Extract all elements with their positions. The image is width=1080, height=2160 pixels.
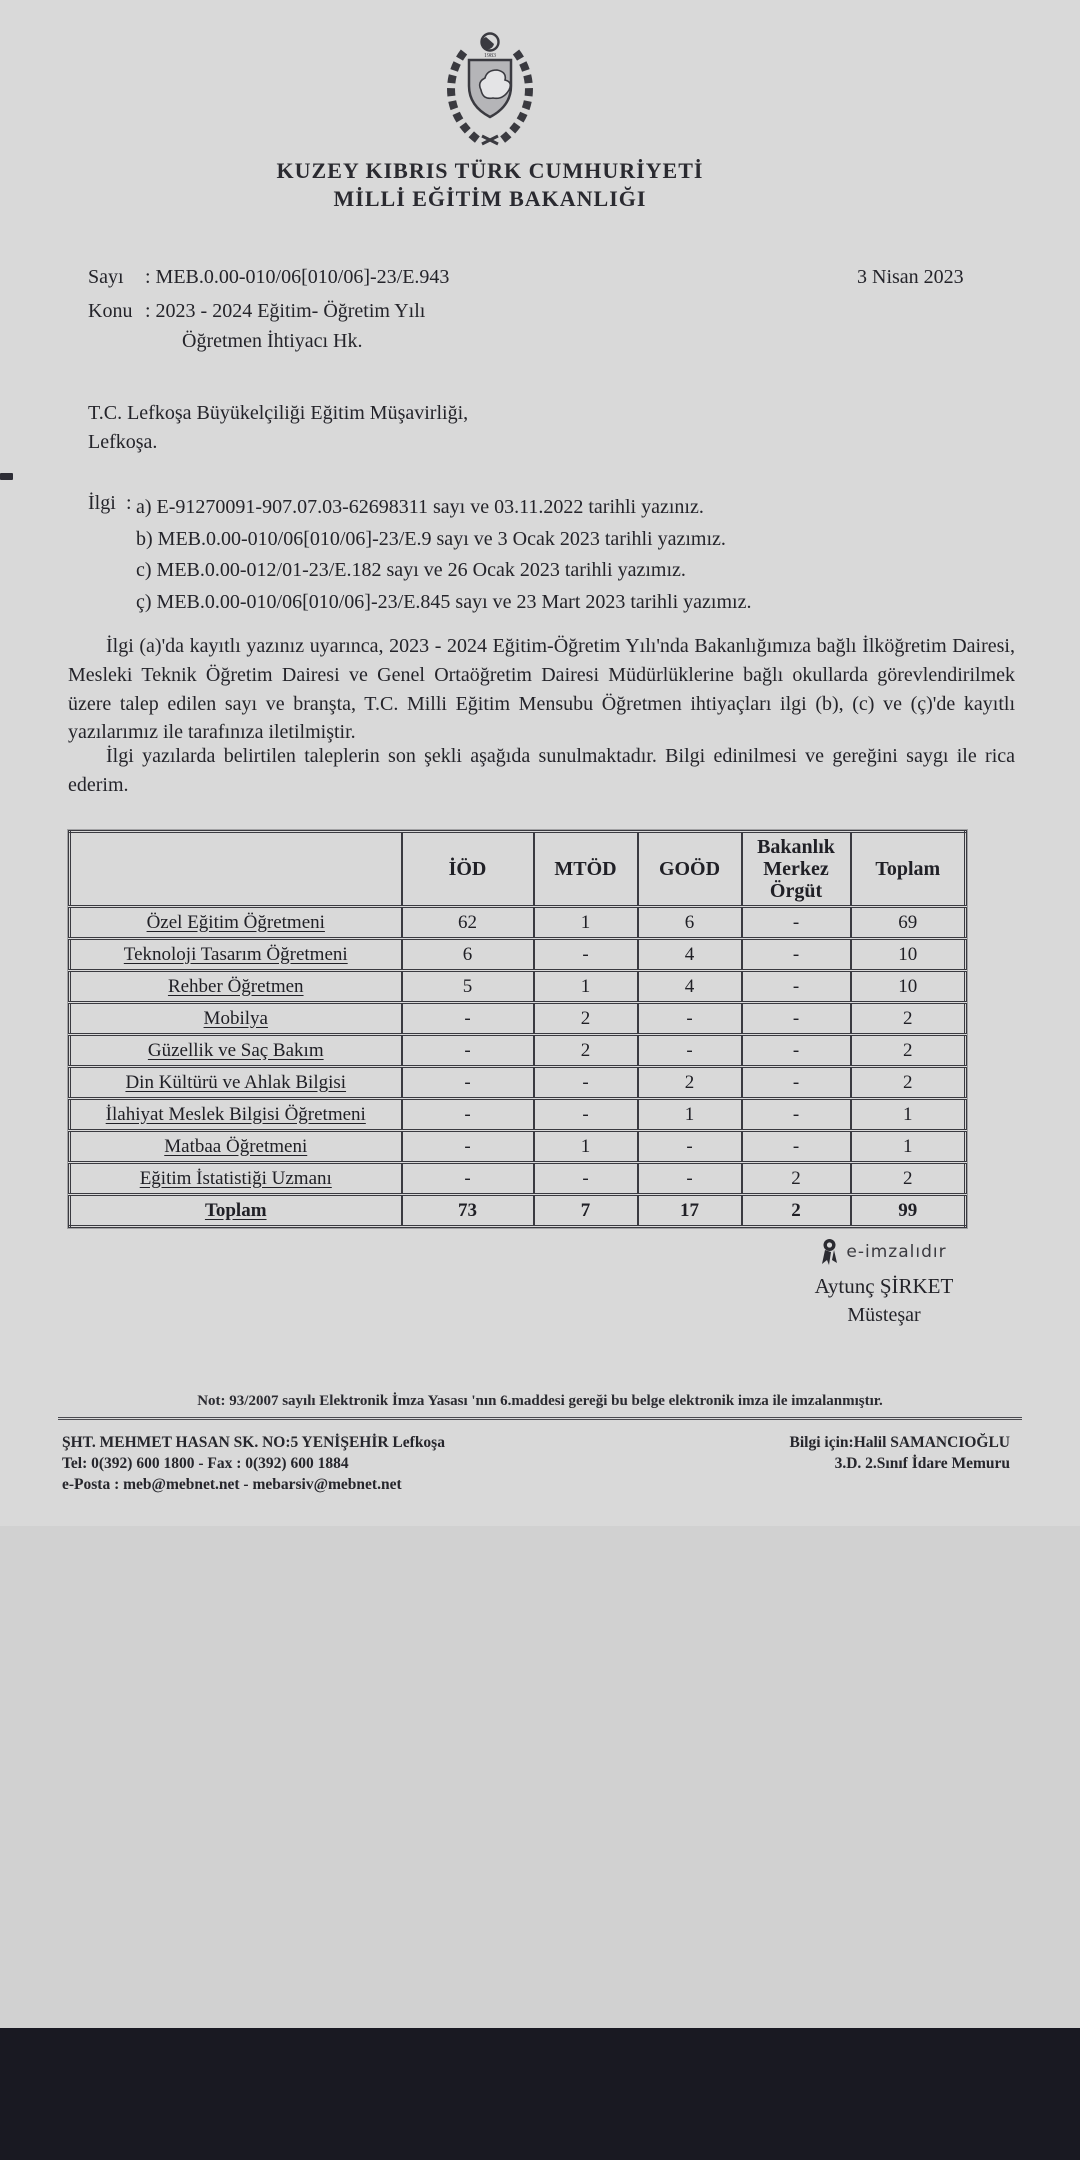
konu-label: Konu [88, 300, 133, 322]
table-value-cell: 6 [402, 939, 534, 971]
table-value-cell: 2 [851, 1035, 966, 1067]
svg-text:1983: 1983 [484, 53, 496, 59]
table-value-cell: 4 [638, 971, 742, 1003]
recipient-line-1: T.C. Lefkoşa Büyükelçiliği Eğitim Müşavirliği, [88, 402, 469, 424]
table-value-cell: 2 [851, 1003, 966, 1035]
branch-label-cell: Teknoloji Tasarım Öğretmeni [70, 939, 402, 971]
e-signature-row [756, 1238, 1012, 1266]
table-value-cell: 1 [638, 1099, 742, 1131]
coat-of-arms-logo [438, 30, 542, 148]
total-value-cell: 99 [851, 1195, 966, 1227]
table-row [70, 939, 966, 971]
letter-date: 3 Nisan 2023 [857, 266, 964, 288]
table-value-cell: 4 [638, 939, 742, 971]
scan-artifact [0, 473, 13, 480]
table-value-cell: - [402, 1003, 534, 1035]
footer-address: ŞHT. MEHMET HASAN SK. NO:5 YENİŞEHİR Lefkoşa [62, 1434, 445, 1451]
table-value-cell: 1 [534, 1131, 638, 1163]
table-value-cell: 2 [851, 1067, 966, 1099]
footer-info-block [690, 1432, 1010, 1474]
table-value-cell: - [402, 1163, 534, 1195]
header-toplam: Toplam [851, 832, 966, 907]
table-value-cell: 1 [534, 907, 638, 939]
table-value-cell: - [534, 939, 638, 971]
table-value-cell: 6 [638, 907, 742, 939]
teacher-needs-table [68, 830, 967, 1228]
ilgi-item-ch: ç) MEB.0.00-010/06[010/06]-23/E.845 sayı ve 23 Mart 2023 tarihli yazımız. [136, 590, 752, 613]
table-value-cell: 2 [534, 1035, 638, 1067]
total-value-cell: 73 [402, 1195, 534, 1227]
e-signature-seal-icon [821, 1238, 838, 1266]
branch-label-cell: Eğitim İstatistiği Uzmanı [70, 1163, 402, 1195]
table-row [70, 1099, 966, 1131]
signer-title: Müsteşar [847, 1304, 921, 1326]
legal-note-rule [58, 1392, 1022, 1420]
table-value-cell: - [534, 1099, 638, 1131]
table-value-cell: 2 [742, 1163, 851, 1195]
header-bakanlik-merkez-orgut: Bakanlık Merkez Örgüt [742, 832, 851, 907]
footer-tel-fax: Tel: 0(392) 600 1800 - Fax : 0(392) 600 1884 [62, 1455, 349, 1472]
ilgi-item-c: c) MEB.0.00-012/01-23/E.182 sayı ve 26 Ocak 2023 tarihli yazımız. [136, 559, 686, 581]
ilgi-item-a: a) E-91270091-907.07.03-62698311 sayı ve 03.11.2022 tarihli yazınız. [136, 496, 704, 518]
table-value-cell: - [742, 1067, 851, 1099]
contact-title: 3.D. 2.Sınıf İdare Memuru [834, 1455, 1010, 1472]
table-header-row [70, 832, 966, 907]
table-value-cell: - [534, 1067, 638, 1099]
recipient-line-2: Lefkoşa. [88, 431, 158, 453]
table-value-cell: 2 [534, 1003, 638, 1035]
table-value-cell: - [742, 939, 851, 971]
branch-label-cell: Güzellik ve Saç Bakım [70, 1035, 402, 1067]
table-row [70, 1003, 966, 1035]
letterhead [0, 30, 980, 212]
table-value-cell: 10 [851, 939, 966, 971]
sayi-label: Sayı [88, 266, 124, 288]
table-value-cell: - [742, 1099, 851, 1131]
table-value-cell: - [742, 971, 851, 1003]
total-value-cell: 17 [638, 1195, 742, 1227]
table-value-cell: - [638, 1003, 742, 1035]
table-value-cell: 2 [851, 1163, 966, 1195]
header-good: GOÖD [638, 832, 742, 907]
table-value-cell: - [742, 907, 851, 939]
table-value-cell: - [638, 1131, 742, 1163]
branch-label-cell: Özel Eğitim Öğretmeni [70, 907, 402, 939]
konu-value-line2: Öğretmen İhtiyacı Hk. [182, 330, 363, 352]
branch-label-cell: Matbaa Öğretmeni [70, 1131, 402, 1163]
contact-person: Bilgi için:Halil SAMANCIOĞLU [789, 1434, 1010, 1451]
table-value-cell: 10 [851, 971, 966, 1003]
konu-line [88, 300, 425, 323]
table-value-cell: 1 [851, 1099, 966, 1131]
ilgi-item-b: b) MEB.0.00-010/06[010/06]-23/E.9 sayı ve 3 Ocak 2023 tarihli yazımız. [136, 527, 726, 550]
header-mtod: MTÖD [534, 832, 638, 907]
signature-block [756, 1238, 1012, 1327]
table-value-cell: - [742, 1003, 851, 1035]
total-label-cell: Toplam [70, 1195, 402, 1227]
body-paragraph-1: İlgi (a)'da kayıtlı yazınız uyarınca, 2023 - 2024 Eğitim-Öğretim Yılı'nda Bakanlığımıza bağlı İlköğretim Dairesi, Mesleki Teknik Öğretim Dairesi ve Genel Ortaöğretim Dairesi Müdürlüklerine bağlı okullarda görevlendirilmek üzere talep edilen sayı ve branşta, T.C. Milli Eğitim Mensubu Öğretmen ihtiyaçları ilgi (b), (c) ve (ç)'de kayıtlı yazılarımız ile tarafınıza iletilmiştir. [68, 635, 1015, 744]
sayi-value: : MEB.0.00-010/06[010/06]-23/E.943 [145, 266, 450, 288]
branch-label-cell: İlahiyat Meslek Bilgisi Öğretmeni [70, 1099, 402, 1131]
body-paragraph-2: İlgi yazılarda belirtilen taleplerin son şekli aşağıda sunulmaktadır. Bilgi edinilmesi ve gereğini saygı ile rica ederim. [68, 745, 1015, 796]
table-value-cell: 2 [638, 1067, 742, 1099]
table-value-cell: 5 [402, 971, 534, 1003]
branch-label-cell: Mobilya [70, 1003, 402, 1035]
table-value-cell: 1 [851, 1131, 966, 1163]
table-value-cell: - [402, 1131, 534, 1163]
table-value-cell: 62 [402, 907, 534, 939]
branch-label-cell: Din Kültürü ve Ahlak Bilgisi [70, 1067, 402, 1099]
table-value-cell: - [742, 1035, 851, 1067]
ilgi-items [136, 492, 751, 618]
table-row [70, 907, 966, 939]
footer-email: e-Posta : meb@mebnet.net - mebarsiv@mebnet.net [62, 1476, 402, 1493]
legal-note: Not: 93/2007 sayılı Elektronik İmza Yasası 'nın 6.maddesi gereği bu belge elektronik imza ile imzalanmıştır. [197, 1393, 883, 1409]
footer-contact-block [62, 1432, 622, 1495]
table-row [70, 971, 966, 1003]
table-value-cell: - [402, 1035, 534, 1067]
sayi-line [88, 266, 449, 289]
table-value-cell: - [742, 1131, 851, 1163]
table-value-cell: 69 [851, 907, 966, 939]
ministry-name: MİLLİ EĞİTİM BAKANLIĞI [333, 186, 647, 211]
table-row [70, 1067, 966, 1099]
table-value-cell: 1 [534, 971, 638, 1003]
table-row [70, 1131, 966, 1163]
table-value-cell: - [638, 1163, 742, 1195]
scan-shade-band [0, 1526, 1080, 2028]
header-branch [70, 832, 402, 907]
signer-name: Aytunç ŞİRKET [814, 1274, 954, 1298]
country-name: KUZEY KIBRIS TÜRK CUMHURİYETİ [276, 158, 704, 183]
ilgi-colon: : [126, 492, 132, 514]
table-value-cell: - [402, 1099, 534, 1131]
table-value-cell: - [402, 1067, 534, 1099]
table-value-cell: - [638, 1035, 742, 1067]
ilgi-label: İlgi [88, 492, 116, 514]
konu-value-line1: : 2023 - 2024 Eğitim- Öğretim Yılı [145, 300, 426, 322]
total-value-cell: 2 [742, 1195, 851, 1227]
branch-label-cell: Rehber Öğretmen [70, 971, 402, 1003]
table-row [70, 1035, 966, 1067]
table-row [70, 1163, 966, 1195]
ilgi-block [88, 492, 751, 618]
total-value-cell: 7 [534, 1195, 638, 1227]
scanner-dark-area [0, 2028, 1080, 2160]
header-iod: İÖD [402, 832, 534, 907]
table-value-cell: - [534, 1163, 638, 1195]
e-signature-label: e-imzalıdır [846, 1242, 947, 1262]
table-total-row [70, 1195, 966, 1227]
